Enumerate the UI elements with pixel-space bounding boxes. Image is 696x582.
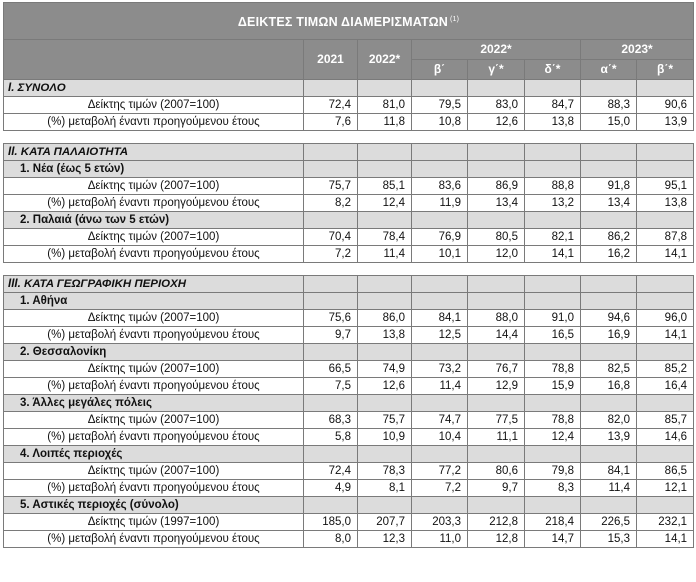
value-cell: 13,8 — [637, 195, 694, 212]
group-fill-cell — [412, 446, 468, 463]
value-cell: 79,5 — [412, 97, 468, 114]
value-cell: 85,2 — [637, 361, 694, 378]
value-cell: 7,5 — [304, 378, 358, 395]
value-cell: 12,0 — [468, 246, 525, 263]
group-fill-cell — [637, 344, 694, 361]
value-cell: 77,5 — [468, 412, 525, 429]
table-title — [4, 3, 694, 40]
section-spacer — [4, 131, 694, 144]
value-cell: 88,3 — [581, 97, 637, 114]
group-fill-cell — [468, 161, 525, 178]
value-cell: 8,1 — [358, 480, 412, 497]
value-cell: 12,8 — [468, 531, 525, 548]
value-cell: 9,7 — [468, 480, 525, 497]
table-row — [4, 429, 694, 446]
value-cell: 91,8 — [581, 178, 637, 195]
value-cell: 12,5 — [412, 327, 468, 344]
table-row — [4, 195, 694, 212]
value-cell: 88,0 — [468, 310, 525, 327]
value-cell: 10,1 — [412, 246, 468, 263]
value-cell: 78,8 — [525, 412, 581, 429]
table-body — [4, 80, 694, 548]
value-cell: 8,3 — [525, 480, 581, 497]
table-row — [4, 463, 694, 480]
value-cell: 14,1 — [637, 327, 694, 344]
value-cell: 203,3 — [412, 514, 468, 531]
value-cell: 10,8 — [412, 114, 468, 131]
group-fill-cell — [358, 497, 412, 514]
value-cell: 11,4 — [358, 246, 412, 263]
value-cell: 8,2 — [304, 195, 358, 212]
group-fill-cell — [412, 395, 468, 412]
section-title: III. ΚΑΤΑ ΓΕΩΓΡΑΦΙΚΗ ΠΕΡΙΟΧΗ — [4, 276, 304, 293]
header-year-2021: 2021 — [304, 40, 358, 80]
value-cell: 212,8 — [468, 514, 525, 531]
value-cell: 14,6 — [637, 429, 694, 446]
value-cell: 16,5 — [525, 327, 581, 344]
spacer-cell — [4, 263, 694, 276]
value-cell: 94,6 — [581, 310, 637, 327]
section-fill-cell — [358, 80, 412, 97]
section-fill-cell — [637, 80, 694, 97]
value-cell: 91,0 — [525, 310, 581, 327]
section-fill-cell — [412, 276, 468, 293]
value-cell: 84,1 — [581, 463, 637, 480]
header-group-2022: 2022* — [412, 40, 581, 60]
section-fill-cell — [358, 276, 412, 293]
section-fill-cell — [304, 80, 358, 97]
header-group-2023: 2023* — [581, 40, 694, 60]
value-cell: 11,0 — [412, 531, 468, 548]
group-fill-cell — [581, 344, 637, 361]
value-cell: 82,5 — [581, 361, 637, 378]
group-fill-cell — [637, 497, 694, 514]
row-label: (%) μεταβολή έναντι προηγούμενου έτους — [4, 195, 304, 212]
value-cell: 14,4 — [468, 327, 525, 344]
value-cell: 82,0 — [581, 412, 637, 429]
table-title-text: ΔΕΙΚΤΕΣ ΤΙΜΩΝ ΔΙΑΜΕΡΙΣΜΑΤΩΝ — [237, 15, 449, 29]
header-blank-cell — [4, 40, 304, 80]
value-cell: 12,4 — [525, 429, 581, 446]
value-cell: 13,2 — [525, 195, 581, 212]
value-cell: 16,9 — [581, 327, 637, 344]
header-quarter-2022-c: γ΄* — [468, 60, 525, 80]
section-fill-cell — [637, 144, 694, 161]
value-cell: 11,4 — [412, 378, 468, 395]
group-title: 1. Αθήνα — [4, 293, 304, 310]
value-cell: 82,1 — [525, 229, 581, 246]
group-title: 3. Άλλες μεγάλες πόλεις — [4, 395, 304, 412]
value-cell: 73,2 — [412, 361, 468, 378]
value-cell: 16,4 — [637, 378, 694, 395]
value-cell: 85,7 — [637, 412, 694, 429]
group-fill-cell — [304, 446, 358, 463]
section-fill-cell — [525, 144, 581, 161]
row-label: Δείκτης τιμών (1997=100) — [4, 514, 304, 531]
group-fill-cell — [412, 212, 468, 229]
value-cell: 218,4 — [525, 514, 581, 531]
value-cell: 66,5 — [304, 361, 358, 378]
section-fill-cell — [581, 80, 637, 97]
value-cell: 14,7 — [525, 531, 581, 548]
value-cell: 13,4 — [581, 195, 637, 212]
group-title: 5. Αστικές περιοχές (σύνολο) — [4, 497, 304, 514]
price-index-table — [3, 2, 694, 548]
table-row — [4, 327, 694, 344]
value-cell: 96,0 — [637, 310, 694, 327]
group-fill-cell — [637, 446, 694, 463]
section-fill-cell — [468, 276, 525, 293]
section-title: I. ΣΥΝΟΛΟ — [4, 80, 304, 97]
row-label: Δείκτης τιμών (2007=100) — [4, 229, 304, 246]
value-cell: 12,9 — [468, 378, 525, 395]
table-row — [4, 531, 694, 548]
value-cell: 72,4 — [304, 463, 358, 480]
value-cell: 7,2 — [412, 480, 468, 497]
header-quarter-2022-b: β΄ — [412, 60, 468, 80]
group-fill-cell — [525, 395, 581, 412]
group-fill-cell — [358, 344, 412, 361]
table-row — [4, 514, 694, 531]
table-row — [4, 480, 694, 497]
value-cell: 95,1 — [637, 178, 694, 195]
value-cell: 83,0 — [468, 97, 525, 114]
group-header-row — [4, 161, 694, 178]
value-cell: 185,0 — [304, 514, 358, 531]
table-row — [4, 361, 694, 378]
value-cell: 74,9 — [358, 361, 412, 378]
value-cell: 11,9 — [412, 195, 468, 212]
value-cell: 88,8 — [525, 178, 581, 195]
value-cell: 8,0 — [304, 531, 358, 548]
value-cell: 76,9 — [412, 229, 468, 246]
group-fill-cell — [358, 293, 412, 310]
value-cell: 14,1 — [525, 246, 581, 263]
value-cell: 74,7 — [412, 412, 468, 429]
value-cell: 77,2 — [412, 463, 468, 480]
value-cell: 80,6 — [468, 463, 525, 480]
value-cell: 5,8 — [304, 429, 358, 446]
table-row — [4, 378, 694, 395]
group-header-row — [4, 395, 694, 412]
value-cell: 86,2 — [581, 229, 637, 246]
group-header-row — [4, 212, 694, 229]
group-fill-cell — [468, 293, 525, 310]
value-cell: 86,9 — [468, 178, 525, 195]
group-fill-cell — [358, 446, 412, 463]
section-header-row — [4, 276, 694, 293]
value-cell: 78,3 — [358, 463, 412, 480]
value-cell: 81,0 — [358, 97, 412, 114]
value-cell: 13,8 — [358, 327, 412, 344]
table-row — [4, 310, 694, 327]
group-header-row — [4, 497, 694, 514]
group-fill-cell — [637, 293, 694, 310]
header-quarter-2023-a: α΄* — [581, 60, 637, 80]
table-row — [4, 229, 694, 246]
group-fill-cell — [581, 446, 637, 463]
value-cell: 75,7 — [304, 178, 358, 195]
value-cell: 13,9 — [581, 429, 637, 446]
group-fill-cell — [412, 293, 468, 310]
group-fill-cell — [525, 446, 581, 463]
price-index-table-container — [3, 2, 693, 548]
value-cell: 7,6 — [304, 114, 358, 131]
group-title: 1. Νέα (έως 5 ετών) — [4, 161, 304, 178]
value-cell: 9,7 — [304, 327, 358, 344]
group-fill-cell — [304, 212, 358, 229]
value-cell: 70,4 — [304, 229, 358, 246]
group-fill-cell — [581, 497, 637, 514]
value-cell: 207,7 — [358, 514, 412, 531]
value-cell: 12,3 — [358, 531, 412, 548]
group-fill-cell — [358, 161, 412, 178]
group-fill-cell — [412, 497, 468, 514]
group-fill-cell — [304, 395, 358, 412]
value-cell: 86,5 — [637, 463, 694, 480]
section-fill-cell — [358, 144, 412, 161]
table-row — [4, 97, 694, 114]
section-fill-cell — [525, 276, 581, 293]
group-fill-cell — [468, 344, 525, 361]
value-cell: 75,6 — [304, 310, 358, 327]
value-cell: 75,7 — [358, 412, 412, 429]
row-label: (%) μεταβολή έναντι προηγούμενου έτους — [4, 531, 304, 548]
group-header-row — [4, 446, 694, 463]
value-cell: 90,6 — [637, 97, 694, 114]
group-fill-cell — [468, 497, 525, 514]
section-fill-cell — [304, 144, 358, 161]
value-cell: 11,8 — [358, 114, 412, 131]
group-title: 4. Λοιπές περιοχές — [4, 446, 304, 463]
table-row — [4, 412, 694, 429]
row-label: (%) μεταβολή έναντι προηγούμενου έτους — [4, 480, 304, 497]
section-fill-cell — [468, 144, 525, 161]
value-cell: 232,1 — [637, 514, 694, 531]
row-label: Δείκτης τιμών (2007=100) — [4, 97, 304, 114]
group-fill-cell — [412, 161, 468, 178]
group-fill-cell — [304, 161, 358, 178]
group-title: 2. Παλαιά (άνω των 5 ετών) — [4, 212, 304, 229]
row-label: Δείκτης τιμών (2007=100) — [4, 178, 304, 195]
value-cell: 76,7 — [468, 361, 525, 378]
group-fill-cell — [637, 395, 694, 412]
section-spacer — [4, 263, 694, 276]
section-fill-cell — [412, 80, 468, 97]
group-fill-cell — [525, 344, 581, 361]
table-row — [4, 246, 694, 263]
value-cell: 12,6 — [468, 114, 525, 131]
row-label: Δείκτης τιμών (2007=100) — [4, 361, 304, 378]
spacer-cell — [4, 131, 694, 144]
value-cell: 12,1 — [637, 480, 694, 497]
group-fill-cell — [468, 446, 525, 463]
section-title: II. ΚΑΤΑ ΠΑΛΑΙΟΤΗΤΑ — [4, 144, 304, 161]
table-row — [4, 178, 694, 195]
value-cell: 87,8 — [637, 229, 694, 246]
group-fill-cell — [525, 293, 581, 310]
group-fill-cell — [581, 395, 637, 412]
group-fill-cell — [358, 395, 412, 412]
value-cell: 4,9 — [304, 480, 358, 497]
group-fill-cell — [304, 344, 358, 361]
section-fill-cell — [304, 276, 358, 293]
value-cell: 16,2 — [581, 246, 637, 263]
value-cell: 72,4 — [304, 97, 358, 114]
value-cell: 13,4 — [468, 195, 525, 212]
table-row — [4, 114, 694, 131]
value-cell: 10,4 — [412, 429, 468, 446]
value-cell: 15,9 — [525, 378, 581, 395]
value-cell: 86,0 — [358, 310, 412, 327]
group-fill-cell — [525, 161, 581, 178]
value-cell: 11,1 — [468, 429, 525, 446]
row-label: Δείκτης τιμών (2007=100) — [4, 463, 304, 480]
value-cell: 84,7 — [525, 97, 581, 114]
group-fill-cell — [358, 212, 412, 229]
group-fill-cell — [581, 293, 637, 310]
value-cell: 83,6 — [412, 178, 468, 195]
row-label: (%) μεταβολή έναντι προηγούμενου έτους — [4, 114, 304, 131]
group-fill-cell — [525, 497, 581, 514]
group-fill-cell — [525, 212, 581, 229]
header-quarter-2023-b: β΄* — [637, 60, 694, 80]
group-fill-cell — [304, 293, 358, 310]
value-cell: 10,9 — [358, 429, 412, 446]
section-fill-cell — [468, 80, 525, 97]
value-cell: 80,5 — [468, 229, 525, 246]
value-cell: 11,4 — [581, 480, 637, 497]
group-fill-cell — [581, 212, 637, 229]
value-cell: 79,8 — [525, 463, 581, 480]
value-cell: 13,9 — [637, 114, 694, 131]
group-fill-cell — [304, 497, 358, 514]
value-cell: 78,8 — [525, 361, 581, 378]
value-cell: 226,5 — [581, 514, 637, 531]
row-label: (%) μεταβολή έναντι προηγούμενου έτους — [4, 378, 304, 395]
value-cell: 85,1 — [358, 178, 412, 195]
group-fill-cell — [468, 212, 525, 229]
group-fill-cell — [637, 161, 694, 178]
row-label: Δείκτης τιμών (2007=100) — [4, 412, 304, 429]
value-cell: 15,0 — [581, 114, 637, 131]
value-cell: 14,1 — [637, 531, 694, 548]
section-fill-cell — [637, 276, 694, 293]
group-fill-cell — [468, 395, 525, 412]
group-fill-cell — [412, 344, 468, 361]
value-cell: 12,6 — [358, 378, 412, 395]
group-title: 2. Θεσσαλονίκη — [4, 344, 304, 361]
section-fill-cell — [581, 144, 637, 161]
row-label: Δείκτης τιμών (2007=100) — [4, 310, 304, 327]
title-footnote-marker: (1) — [450, 16, 460, 23]
value-cell: 7,2 — [304, 246, 358, 263]
value-cell: 16,8 — [581, 378, 637, 395]
header-year-2022: 2022* — [358, 40, 412, 80]
value-cell: 68,3 — [304, 412, 358, 429]
section-fill-cell — [525, 80, 581, 97]
group-header-row — [4, 293, 694, 310]
group-fill-cell — [581, 161, 637, 178]
value-cell: 78,4 — [358, 229, 412, 246]
group-fill-cell — [637, 212, 694, 229]
row-label: (%) μεταβολή έναντι προηγούμενου έτους — [4, 327, 304, 344]
value-cell: 84,1 — [412, 310, 468, 327]
row-label: (%) μεταβολή έναντι προηγούμενου έτους — [4, 246, 304, 263]
section-header-row — [4, 144, 694, 161]
value-cell: 15,3 — [581, 531, 637, 548]
table-header — [4, 3, 694, 80]
section-header-row — [4, 80, 694, 97]
section-fill-cell — [581, 276, 637, 293]
row-label: (%) μεταβολή έναντι προηγούμενου έτους — [4, 429, 304, 446]
header-quarter-2022-d: δ΄* — [525, 60, 581, 80]
section-fill-cell — [412, 144, 468, 161]
value-cell: 13,8 — [525, 114, 581, 131]
group-header-row — [4, 344, 694, 361]
value-cell: 12,4 — [358, 195, 412, 212]
value-cell: 14,1 — [637, 246, 694, 263]
